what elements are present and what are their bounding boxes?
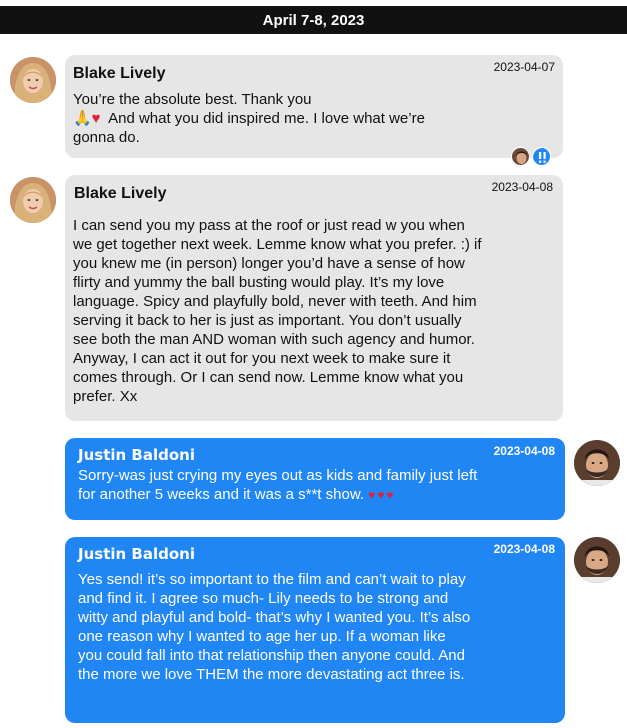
justin-avatar-icon (574, 537, 620, 583)
message-date: 2023-04-08 (493, 542, 555, 556)
message-line: And what you did inspired me. I love what we’re gonna do. (73, 110, 430, 146)
message-date: 2023-04-07 (493, 60, 555, 74)
avatar-justin[interactable] (574, 440, 620, 486)
message-line: Sorry-was just crying my eyes out as kids and family just left for another 5 weeks and it was a s**t show. (78, 467, 482, 503)
sender-name: Blake Lively (73, 65, 166, 82)
avatar-reaction-icon[interactable] (511, 147, 530, 166)
sender-name: Blake Lively (74, 185, 167, 202)
emoji-pray-heart-icon: 🙏♥ (73, 110, 101, 127)
exclamation-reaction-icon[interactable] (532, 147, 551, 166)
message-bubble-2[interactable] (65, 175, 563, 421)
blake-avatar-icon (10, 177, 56, 223)
hearts-icon: ♥♥♥ (368, 488, 396, 502)
avatar-blake[interactable] (10, 177, 56, 223)
message-text (73, 90, 468, 147)
avatar-justin[interactable] (574, 537, 620, 583)
sender-name: Justin Baldoni (78, 545, 195, 563)
message-text (78, 466, 488, 505)
message-date: 2023-04-08 (493, 444, 555, 458)
date-header: April 7-8, 2023 (0, 6, 627, 34)
message-bubble-3[interactable] (65, 438, 565, 520)
reactions[interactable] (511, 147, 551, 166)
justin-avatar-icon (574, 440, 620, 486)
message-text: Yes send! it’s so important to the film and can’t wait to play and find it. I agree so much- Lily needs to be strong and witty and playful and bold- that’s why I wanted you. It’s also one reason why I wanted to age her up. If a woman like you could fall into that relationship then anyone could. And the more we love THEM the more devastating act three is. (78, 571, 475, 683)
message-text: I can send you my pass at the roof or just read w you when we get together next week. Lemme know what you prefer. :) if you knew me (in person) longer you’d have a sense of how flirty and yummy the ball busting would play. It’s my love language. Spicy and playfully bold, never with teeth. And him serving it back to her is just as important. You don’t usually see both the man AND woman with such agency and humor. Anyway, I can act it out for you next week to make sure it comes through. Or I can send now. Lemme know what you prefer. Xx (73, 217, 486, 405)
message-line: You’re the absolute best. Thank you (73, 91, 312, 108)
sender-name: Justin Baldoni (78, 446, 195, 464)
message-bubble-4[interactable] (65, 537, 565, 723)
avatar-blake[interactable] (10, 57, 56, 103)
message-bubble-1[interactable] (65, 55, 563, 158)
message-date: 2023-04-08 (491, 180, 553, 194)
blake-avatar-icon (10, 57, 56, 103)
